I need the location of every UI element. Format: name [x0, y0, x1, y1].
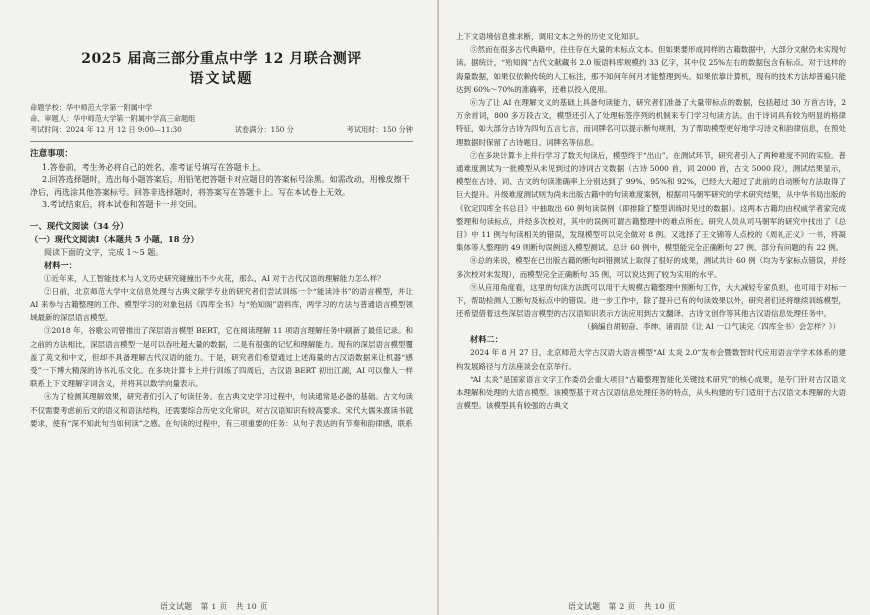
paragraph: ①近年来，人工智能技术与人文历史研究碰撞出不少火花，那么，AI 对于古代汉语的理解能力怎么样？ — [44, 273, 385, 283]
meta-school: 命题学校：华中师范大学第一附属中学 — [30, 103, 153, 112]
material-label: 材料一： — [44, 259, 77, 270]
citation: （摘编自胡韧奋、李绅、诸雨辰《让 AI 一口气读完〈四库全书〉会怎样？》） — [583, 322, 840, 332]
notes-title: 注意事项： — [30, 149, 73, 159]
instruction: 阅读下面的文字，完成 1～5 题。 — [44, 247, 164, 257]
note-item: 3.考试结束后，将本试卷和答题卡一并交回。 — [42, 200, 202, 210]
meta-reviewer: 命、审题人：华中师范大学第一附属中学高三命题组 — [30, 114, 196, 123]
paragraph: 上下文语境信息推求断，调用文本之外的历史文化知识。 — [456, 32, 644, 41]
paragraph: ③2018 年，谷歌公司曾推出了深层语言模型 BERT，它在阅读理解 11 项语言理解任务中刷新了最佳记录。和之前的方法相比，深层语言模型一是可以吞吐超大量的数据，二是有很强的记忆和理解能力。现有的深层语言模型覆盖了英文和中文，但却不具备理解古代汉语的能力。于是，研究者们希望通过上述海量的古汉语数据来让机器“感受”一下博大精深的诗书礼乐文化。在多块计算卡上并行训练了四周后，古汉语 BERT 初出江湖，AI 可以像人一样联系上下文理解字词含义，并将其以数学向量表示。 — [30, 326, 413, 389]
header-divider — [30, 141, 413, 142]
note-item: 1.答卷前，考生务必将自己的姓名、准考证号填写在答题卡上。 — [42, 163, 266, 172]
page-footer: 语文试题 第 1 页 共 10 页 — [160, 602, 268, 611]
meta-score: 试卷满分：150 分 — [234, 125, 294, 134]
material-label: 材料二： — [470, 334, 503, 345]
paragraph: ⑤然而在很多古代典籍中，往往存在大量的未标点文本。但如果要形成同样的古籍数据中，大部分文献仍未实现句读。据统计，“殆知阁”古代文献藏书 2.0 版语料库规模约 33 亿字，其中仅 25%左右的数据包含有标点。对于这样的海量数据，如果仅依赖传统的人工标注，那不知何年何月才能整理到头。如果依靠计算机，现有的技术方法却普遍只能达到 60%～70%的准确率，还难以投入使用。 — [456, 45, 846, 94]
paragraph: 2024 年 8 月 27 日，北京师范大学古汉语大语言模型“AI 太炎 2.0”发布会暨数智时代应用语言学学术体系的建构发展路径与方法座谈会在京举行。 — [456, 348, 846, 371]
page-footer: 语文试题 第 2 页 共 10 页 — [568, 602, 676, 611]
note-item: 2.回答选择题时，选出每小题答案后，用铅笔把答题卡对应题目的答案标号涂黑。如需改动，用橡皮擦干净后，再选涂其他答案标号。回答非选择题时，将答案写在答题卡上。写在本试卷上无效。 — [30, 175, 410, 197]
meta-duration: 考试用时：150 分钟 — [346, 125, 413, 134]
exam-title: 2025 届高三部分重点中学 12 月联合测评 — [81, 51, 362, 67]
paragraph: “AI 太炎”是国家语言文字工作委员会重大项目“古籍整理智能化关键技术研究”的核心成果，是专门针对古汉语文本理解和处理的大语言模型。该模型基于对古汉语信息处理任务的特点，从头构建的专门适用于古汉语文本理解的大语言模型。该模型具有较强的古典文 — [456, 374, 846, 411]
subsection-heading: （一）现代文阅读Ⅰ（本题共 5 小题，18 分） — [30, 233, 199, 244]
section-heading: 一、现代文阅读（34 分） — [30, 220, 129, 231]
paragraph: ④为了检测其理解效果，研究者们引入了句读任务。在古典文史学习过程中，句读通常是必备的基础。古文句读不仅需要考虑前后文的语义和语法结构，还需要综合历史文化常识，对古汉语知识有较高要求。宋代大儒朱熹读书就要求，使有“深不知此句当如何读”之感。在句读的过程中，有三项重要的任务：从句子表达的有节奏和韵律感，联系 — [30, 392, 413, 428]
paragraph: ⑧总的来说，模型在已出版古籍的断句纠错测试上取得了很好的成果，测试共计 60 例（均为专家标点错误，并经多次校对未发现），而模型完全正确断句 35 例，可以说达到了较为实用的水平。 — [456, 256, 846, 279]
exam-subtitle: 语文试题 — [189, 71, 254, 87]
paragraph: ⑥为了让 AI 在理解文义的基础上具备句读能力，研究者们准备了大量带标点的数据，包括超过 30 万首古诗，2 万余首词，800 多万段古文，模型还引入了处理标签序列的机制来专门学习句读方法。由于诗词具有较为明显的格律特征，如大部分古诗为四句五言七言，而词牌名可以提示断句规则，为了帮助模型更好地学习诗文和韵律信息，在预处理数据时保留了古诗题目、词牌名等信息。 — [456, 98, 846, 147]
page-2 — [438, 0, 870, 615]
meta-row — [30, 124, 413, 135]
paragraph: ⑦在多块计算卡上并行学习了数天句读后，模型终于“出山”。在测试环节，研究者引入了两种难度不同的实验。普通难度测试为一批模型从未见到过的诗词古文数据（古诗 5000 首，词 2000 首，古文 5000 段），测试结果显示，模型在古诗、词、古文的句读准确率上分别达到了 99%、95%和 92%，已经大大超过了此前的自动断句方法取得了巨大提升。升级难度测试则为尚未出版古籍中的句读难度案例，根据司马朝军研究的学术研究结果，从中华书局出版的《钦定四库全书总目》中抽取出 60 例句读误例（即排除了整型训练时见过的数据）。这两本古籍均由权威学者家完成整理和句读标点，并经多次校对，其中的误例可谓古籍整理中的难点所在。研究人员从司马朝军的研究中找出了《总目》中 11 例与句读相关的错误，发现模型可以完全做对 8 例。又选择了王文锦等人点校的《周礼正义》一书，将凝集体等人整理的 49 则断句误例送入模型测试。总计 60 例中，模型能完全正确断句 27 例、部分有问题的有 22 例。 — [456, 150, 846, 253]
paragraph: ⑨从应用角度看，这里的句读方法既可以用于大规模古籍整理中预断句工作，大大减轻专家负担，也可用于对标一下，帮助检测人工断句及标点中的错误。进一步工作中，除了提升已有的句读效果以外，研究者们还将继续训练模型，还希望借着这些深层语言模型的古汉语知识表示方法应用到古文翻译、古诗文创作等其他古汉语信息处理任务中。 — [456, 282, 846, 319]
paragraph: ②日前，北京师范大学中文信息处理与古典文献学专业的研究者们尝试训练一个“能读诗书”的语言模型，并让 AI 来参与古籍整理的工作。模型学习的对象包括《四库全书》与“殆知阁”语料库，两学习的方法与普通语言模型领域最新的深层语言模型。 — [30, 286, 413, 323]
meta-time: 考试时间：2024 年 12 月 12 日 9:00—11:30 — [30, 125, 182, 134]
